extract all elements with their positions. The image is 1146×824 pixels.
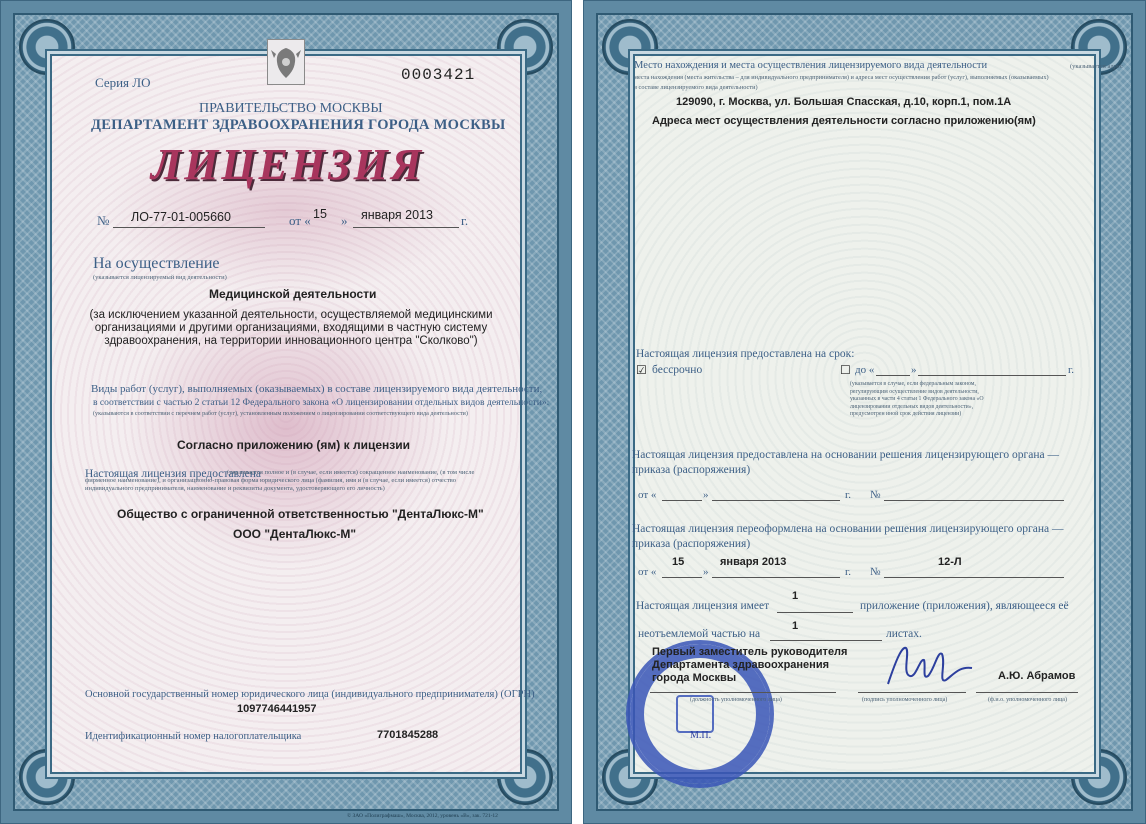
basis-from-open: от « bbox=[638, 489, 657, 501]
address-hint-b: места нахождения (места жительства – для индивидуального предпринимателя) и адреса мест осуществления работ (услуг), выполняемых (оказываемых) bbox=[634, 74, 1049, 81]
granted-label: Настоящая лицензия предоставлена bbox=[85, 468, 261, 480]
address-value: 129090, г. Москва, ул. Большая Спасская, д.10, корп.1, пом.1А bbox=[676, 96, 1012, 108]
organization-short-name: ООО "ДентаЛюкс-М" bbox=[233, 527, 357, 541]
granted-hint: (указывается полное и (в случае, если имеется) сокращенное наименование, (в том числе фирменное наименование), и организационно-правовая форма юридического лица (фамилия, имя и (в случае, если имеется) отчество индивидуального предпринимателя, наименование и реквизиты документа, удостоверяющего его личность) bbox=[85, 469, 475, 492]
ogrn-label: Основной государственный номер юридического лица (индивидуального предпринимателя) (ОГРН) bbox=[85, 689, 535, 700]
until-close: » bbox=[911, 364, 917, 376]
inn-value: 7701845288 bbox=[377, 729, 439, 741]
basis-g: г. bbox=[845, 489, 852, 501]
activity-heading: На осуществление bbox=[93, 255, 220, 272]
year-suffix: г. bbox=[461, 213, 469, 228]
appendix-count: 1 bbox=[792, 590, 799, 602]
term-hint: (указывается в случае, если федеральным законом, регулирующим осуществление видов деятельности, указанных в части 4 статьи 1 Федерального закона «О лицензировании отдельных видов деятельности», предусмотрен иной срок действия лицензии) bbox=[850, 381, 984, 418]
activity-exception: (за исключением указанной деятельности, осуществляемой медицинскими организациями и другими организациями, входящими в частную систему здравоохранения, на территории инновационного центра "Сколково") bbox=[89, 309, 493, 347]
perpetual-checkbox: ☑ bbox=[636, 363, 647, 377]
address-hint-c: в составе лицензируемого вида деятельности) bbox=[634, 84, 758, 91]
signature-scribble bbox=[880, 640, 980, 696]
quote-close: » bbox=[341, 213, 348, 228]
signature-hint: (подпись уполномоченного лица) bbox=[862, 697, 948, 703]
basis-label: Настоящая лицензия предоставлена на основании решения лицензирующего органа — приказа (распоряжения) bbox=[632, 449, 1059, 476]
reissued-label: Настоящая лицензия переоформлена на основании решения лицензирующего органа — приказа (распоряжения) bbox=[632, 523, 1064, 550]
works-hint: (указываются в соответствии с перечнем работ (услуг), установленным положением о лицензировании соответствующего вида деятельности) bbox=[93, 410, 468, 417]
coat-of-arms-icon bbox=[267, 39, 305, 85]
works-label-line2: в соответствии с частью 2 статьи 12 Федерального закона «О лицензировании отдельных видов деятельности»: bbox=[93, 397, 550, 408]
until-year: г. bbox=[1068, 364, 1075, 376]
works-value: Согласно приложению (ям) к лицензии bbox=[177, 438, 410, 452]
license-month-year: января 2013 bbox=[361, 208, 433, 222]
appendix-label-c: неотъемлемой частью на bbox=[638, 628, 761, 640]
reissue-month-year: января 2013 bbox=[720, 556, 787, 568]
reissue-from-close: » bbox=[703, 566, 709, 578]
date-from-label: от « bbox=[289, 213, 311, 228]
seal-place-mark: М.П. bbox=[690, 730, 712, 741]
issuer-department: ДЕПАРТАМЕНТ ЗДРАВООХРАНЕНИЯ ГОРОДА МОСКВЫ bbox=[91, 117, 506, 133]
activity-value: Медицинской деятельности bbox=[209, 287, 377, 301]
address-hint-a: (указывается адрес bbox=[1070, 63, 1123, 70]
issuer-government: ПРАВИТЕЛЬСТВО МОСКВЫ bbox=[199, 101, 383, 116]
activity-hint: (указывается лицензируемый вид деятельности) bbox=[93, 274, 227, 281]
reissue-number: 12-Л bbox=[938, 556, 962, 568]
perpetual-label: бессрочно bbox=[652, 364, 703, 376]
reissue-from-open: от « bbox=[638, 566, 657, 578]
signer-position-hint: (должность уполномоченного лица) bbox=[690, 697, 782, 703]
term-label: Настоящая лицензия предоставлена на срок: bbox=[636, 348, 855, 360]
signer-name: А.Ю. Абрамов bbox=[998, 670, 1076, 682]
signer-position: Первый заместитель руководителя Департамента здравоохранения города Москвы bbox=[652, 646, 848, 684]
reissue-day: 15 bbox=[672, 556, 685, 568]
series-label: Серия ЛО bbox=[95, 75, 151, 90]
basis-from-close: » bbox=[703, 489, 709, 501]
appendix-label-d: листах. bbox=[886, 628, 922, 640]
inn-label: Идентификационный номер налогоплательщика bbox=[85, 731, 302, 742]
activity-places-value: Адреса мест осуществления деятельности согласно приложению(ям) bbox=[652, 115, 1036, 127]
until-label: до « bbox=[855, 364, 875, 376]
basis-no-label: № bbox=[870, 489, 881, 501]
document-title: ЛИЦЕНЗИЯ bbox=[151, 140, 425, 189]
organization-full-name: Общество с ограниченной ответственностью "ДентаЛюкс-М" bbox=[117, 507, 484, 521]
reissue-g: г. bbox=[845, 566, 852, 578]
reissue-no-label: № bbox=[870, 566, 881, 578]
appendix-label-a: Настоящая лицензия имеет bbox=[636, 600, 770, 612]
appendix-sheets: 1 bbox=[792, 620, 799, 632]
ogrn-value: 1097746441957 bbox=[237, 703, 317, 715]
license-blank-number: 0003421 bbox=[401, 66, 476, 84]
license-number: ЛО-77-01-005660 bbox=[131, 210, 231, 224]
printer-imprint: © ЗАО «Полиграфмаш», Москва, 2012, уровень «В», зак. 721-12 bbox=[347, 813, 498, 819]
appendix-label-b: приложение (приложения), являющееся её bbox=[860, 600, 1069, 612]
until-checkbox: ☐ bbox=[840, 363, 851, 377]
works-label-line1: Виды работ (услуг), выполняемых (оказываемых) в составе лицензируемого вида деятельности, bbox=[91, 383, 543, 395]
signer-name-hint: (ф.и.о. уполномоченного лица) bbox=[988, 697, 1067, 703]
address-label: Место нахождения и места осуществления лицензируемого вида деятельности bbox=[634, 60, 988, 71]
license-front-page bbox=[0, 0, 572, 824]
number-label: № bbox=[97, 213, 110, 228]
license-day: 15 bbox=[313, 207, 327, 221]
